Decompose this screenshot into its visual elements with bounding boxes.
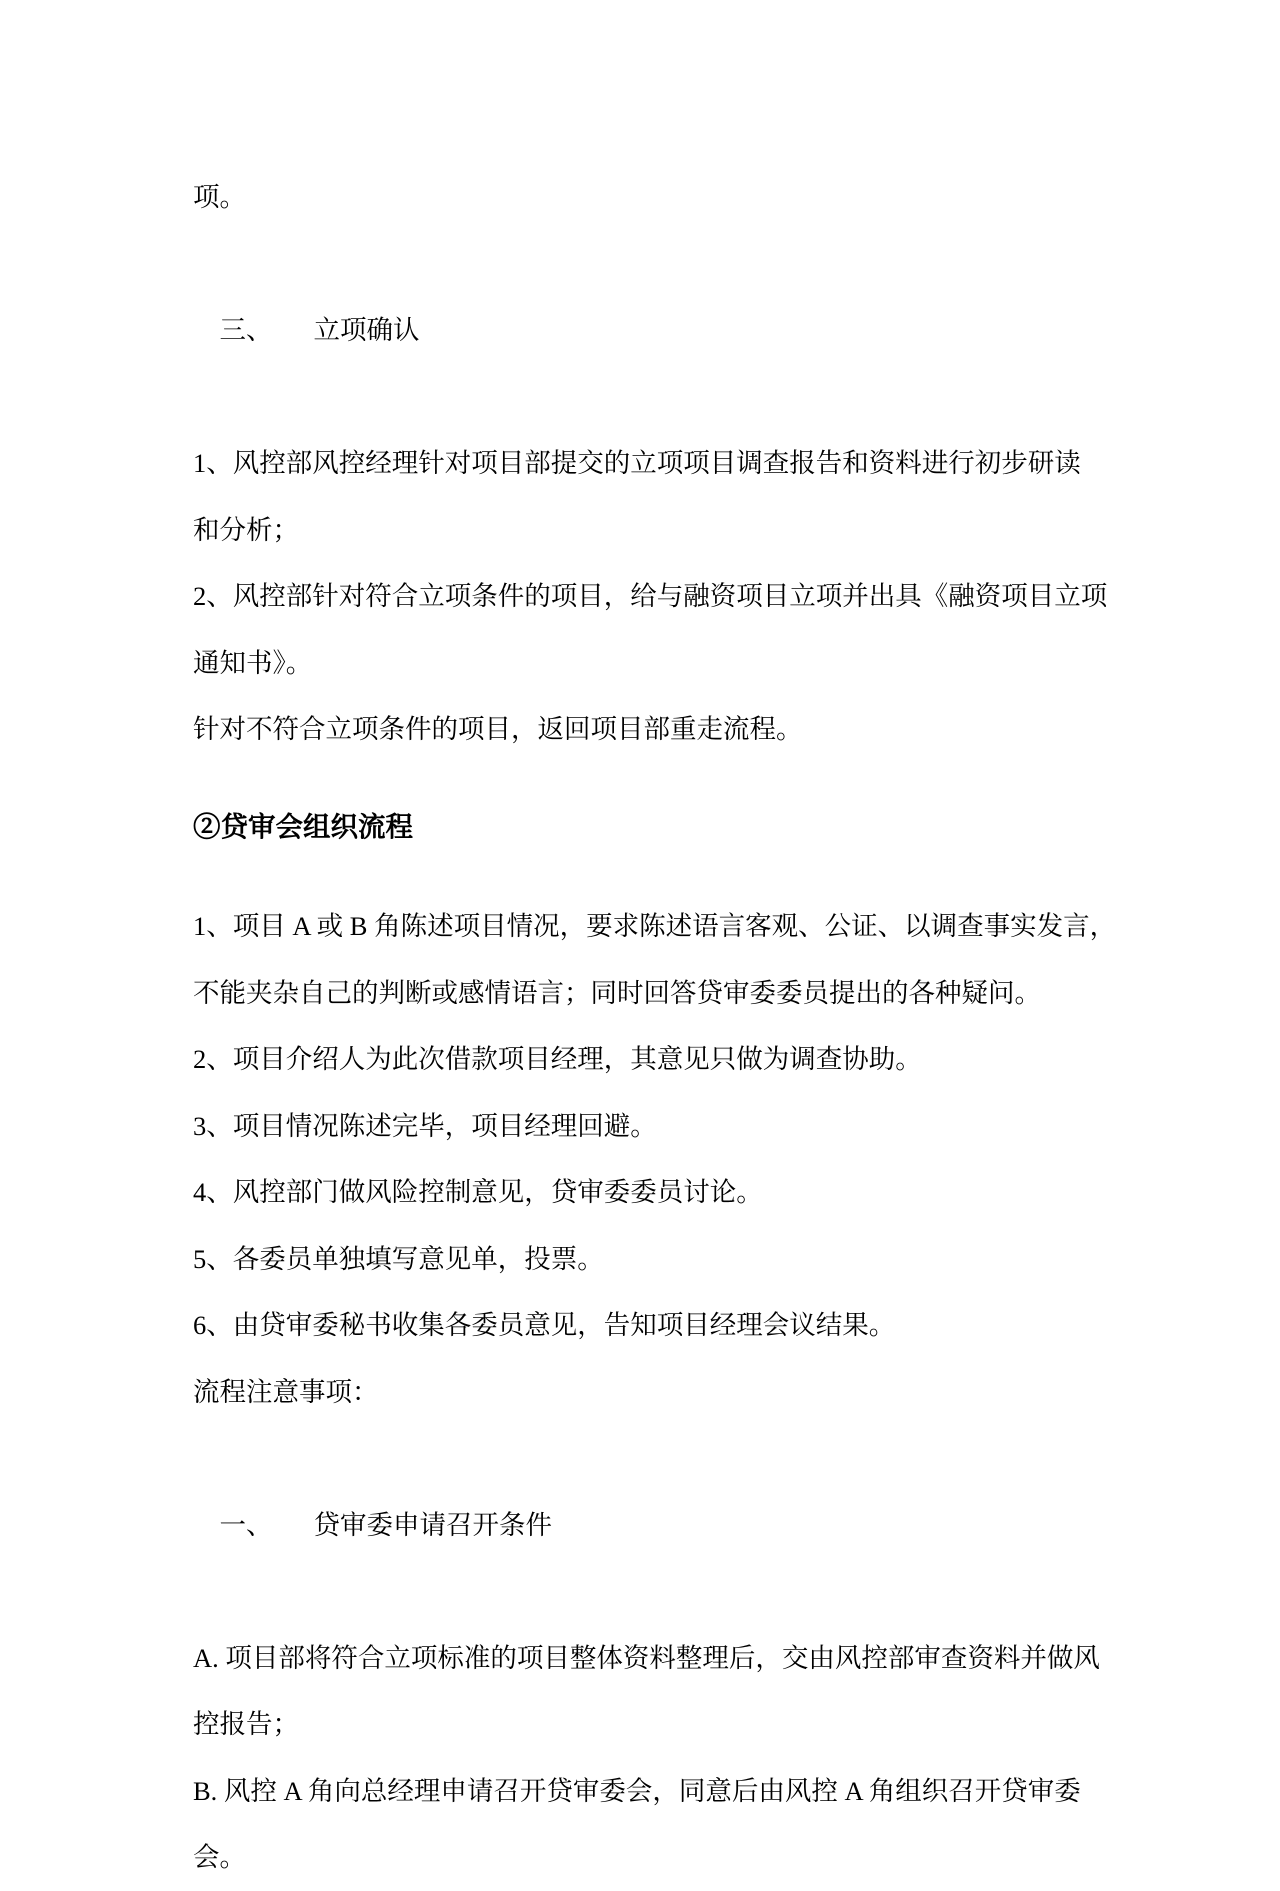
text-line: 4、风控部门做风险控制意见，贷审委委员讨论。 [193, 1177, 763, 1207]
section-number: 一、 [219, 1509, 273, 1540]
text-line: 会。 [193, 1842, 246, 1872]
text-line: 1、风控部风控经理针对项目部提交的立项项目调查报告和资料进行初步研读 [193, 448, 1081, 478]
text-line: 控报告； [193, 1709, 299, 1739]
text-line: 1、项目 A 或 B 角陈述项目情况，要求陈述语言客观、公证、以调查事实发言， [193, 911, 1117, 941]
bold-section-heading: ②贷审会组织流程 [193, 810, 413, 842]
text-line: 不能夹杂自己的判断或感情语言；同时回答贷审委委员提出的各种疑问。 [193, 977, 1041, 1008]
section-number: 三、 [219, 315, 273, 345]
text-line: A. 项目部将符合立项标准的项目整体资料整理后，交由风控部审查资料并做风 [193, 1642, 1100, 1673]
section-title: 贷审委申请召开条件 [313, 1509, 552, 1540]
text-line: 通知书》。 [193, 647, 313, 678]
section-heading-line [193, 231, 1110, 431]
text-line: 2、风控部针对符合立项条件的项目，给与融资项目立项并出具《融资项目立项 [193, 581, 1108, 611]
text-line: 5、各委员单独填写意见单，投票。 [193, 1243, 604, 1274]
text-line: 项。 [193, 182, 246, 212]
text-line: B. 风控 A 角向总经理申请召开贷审委会，同意后由风控 A 角组织召开贷审委 [193, 1775, 1081, 1806]
text-line: 和分析； [193, 514, 299, 545]
text-line: 3、项目情况陈述完毕，项目经理回避。 [193, 1110, 657, 1141]
text-line: 6、由贷审委秘书收集各委员意见，告知项目经理会议结果。 [193, 1310, 896, 1340]
text-line: 针对不符合立项条件的项目，返回项目部重走流程。 [193, 714, 803, 744]
section-heading-line [193, 1425, 1110, 1625]
text-line: 流程注意事项： [193, 1376, 379, 1407]
text-line: 2、项目介绍人为此次借款项目经理，其意见只做为调查协助。 [193, 1044, 922, 1074]
section-title: 立项确认 [313, 315, 420, 345]
